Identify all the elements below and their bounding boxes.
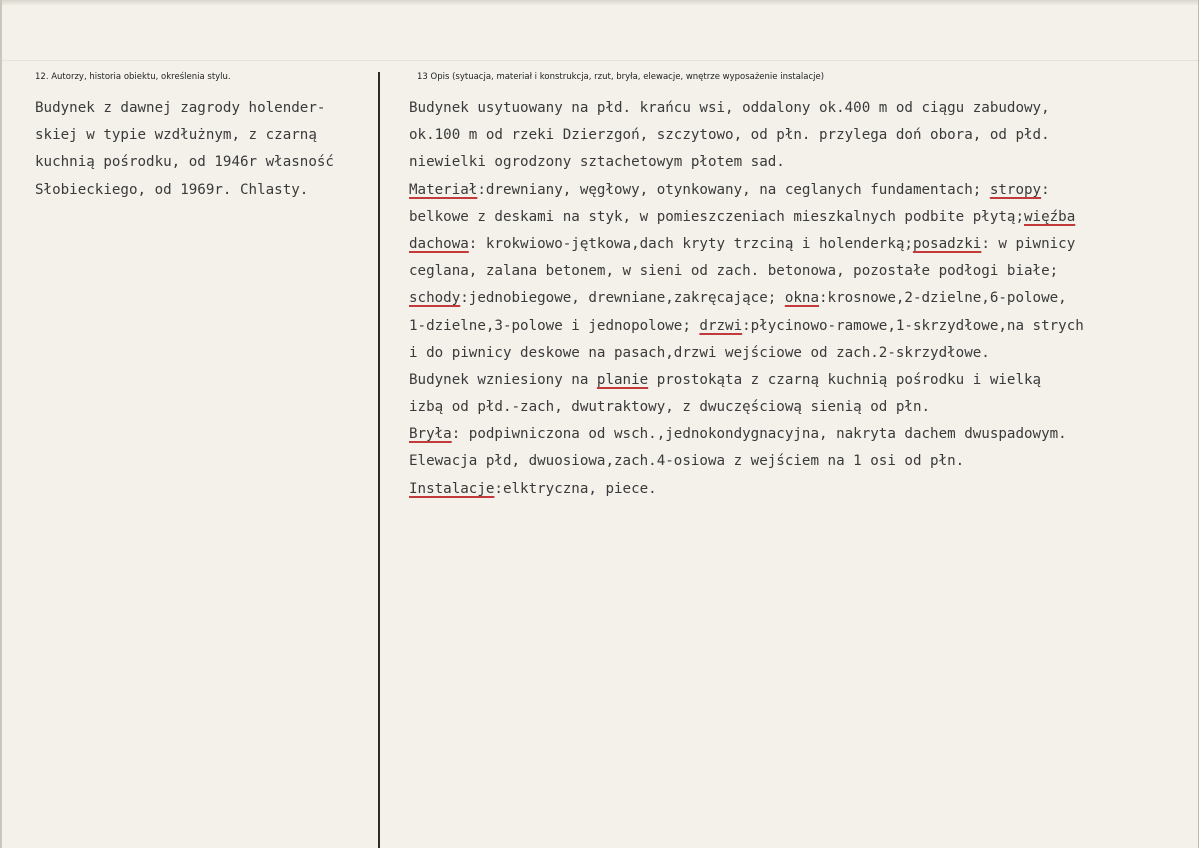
line-text: : krokwiowo-jętkowa,dach kryty trzciną i holenderką; (468, 235, 913, 252)
description-line: ceglana, zalana betonem, w sieni od zach. betonowa, pozostałe podłogi białe; (409, 263, 1059, 280)
description-line (409, 313, 1169, 340)
line-text: belkowe z deskami na styk, w pomieszczeniach mieszkalnych podbite płytą; (409, 208, 1024, 225)
description-line (409, 231, 1169, 258)
line-text: :krosnowe,2-dzielne,6-polowe, (819, 290, 1067, 307)
term-instalacje: Instalacje (409, 480, 495, 497)
history-line: Budynek z dawnej zagrody holender- (35, 100, 326, 116)
line-text: : podpiwniczona od wsch.,jednokondygnacyjna, nakryta dachem dwuspadowym. (451, 426, 1067, 443)
line-text: :elktryczna, piece. (494, 480, 657, 497)
description-line: Elewacja płd, dwuosiowa,zach.4-osiowa z wejściem na 1 osi od płn. (409, 453, 965, 470)
description-line (409, 285, 1169, 312)
right-section-heading: 13 Opis (sytuacja, materiał i konstrukcja, rzut, bryła, elewacje, wnętrze wyposażenie instalacje) (417, 72, 825, 82)
history-line: kuchnią pośrodku, od 1946r własność (35, 154, 334, 171)
line-text: : (1041, 181, 1050, 198)
description-line: niewielki ogrodzony sztachetowym płotem sad. (409, 154, 785, 171)
page-top-edge (2, 0, 1199, 6)
term-drzwi: drzwi (699, 317, 743, 334)
left-section-heading: 12. Autorzy, historia obiektu, określenia stylu. (35, 72, 231, 82)
line-text: :drewniany, węgłowy, otynkowany, na ceglanych fundamentach; (477, 181, 990, 198)
history-line: Słobieckiego, od 1969r. Chlasty. (35, 181, 309, 198)
description-line (409, 177, 1169, 204)
description-line (409, 367, 1169, 394)
line-text: 1-dzielne,3-polowe i jednopolowe; (409, 317, 700, 334)
description-line: i do piwnicy deskowe na pasach,drzwi wejściowe od zach.2-skrzydłowe. (409, 344, 990, 361)
term-dachowa: dachowa (409, 235, 469, 252)
description-line: ok.100 m od rzeki Dzierzgoń, szczytowo, od płn. przylega doń obora, od płd. (409, 127, 1050, 144)
column-divider (378, 72, 380, 848)
term-schody: schody (409, 290, 461, 307)
term-okna: okna (784, 290, 820, 307)
history-text-column (35, 95, 373, 204)
description-text-column (409, 95, 1169, 503)
term-posadzki: posadzki (912, 235, 982, 252)
term-wiezba: więźba (1024, 208, 1076, 225)
term-material: Materiał (409, 181, 478, 198)
history-line: skiej w typie wzdłużnym, z czarną (35, 127, 317, 144)
description-line: izbą od płd.-zach, dwutraktowy, z dwuczęściową sienią od płn. (409, 399, 931, 416)
description-line (409, 421, 1169, 448)
term-stropy: stropy (989, 181, 1042, 198)
description-line: Budynek usytuowany na płd. krańcu wsi, oddalony ok.400 m od ciągu zabudowy, (409, 100, 1050, 116)
line-text: Budynek wzniesiony na (409, 371, 597, 388)
line-text: :płycinowo-ramowe,1-skrzydłowe,na strych (742, 317, 1084, 334)
description-line (409, 476, 1169, 503)
line-text: prostokąta z czarną kuchnią pośrodku i wielką (648, 371, 1042, 388)
term-bryla: Bryła (409, 426, 452, 443)
page-fold-line (2, 60, 1199, 61)
line-text: : w piwnicy (981, 235, 1076, 252)
term-planie: planie (596, 371, 649, 388)
description-line (409, 204, 1169, 231)
line-text: :jednobiegowe, drewniane,zakręcające; (460, 290, 785, 307)
